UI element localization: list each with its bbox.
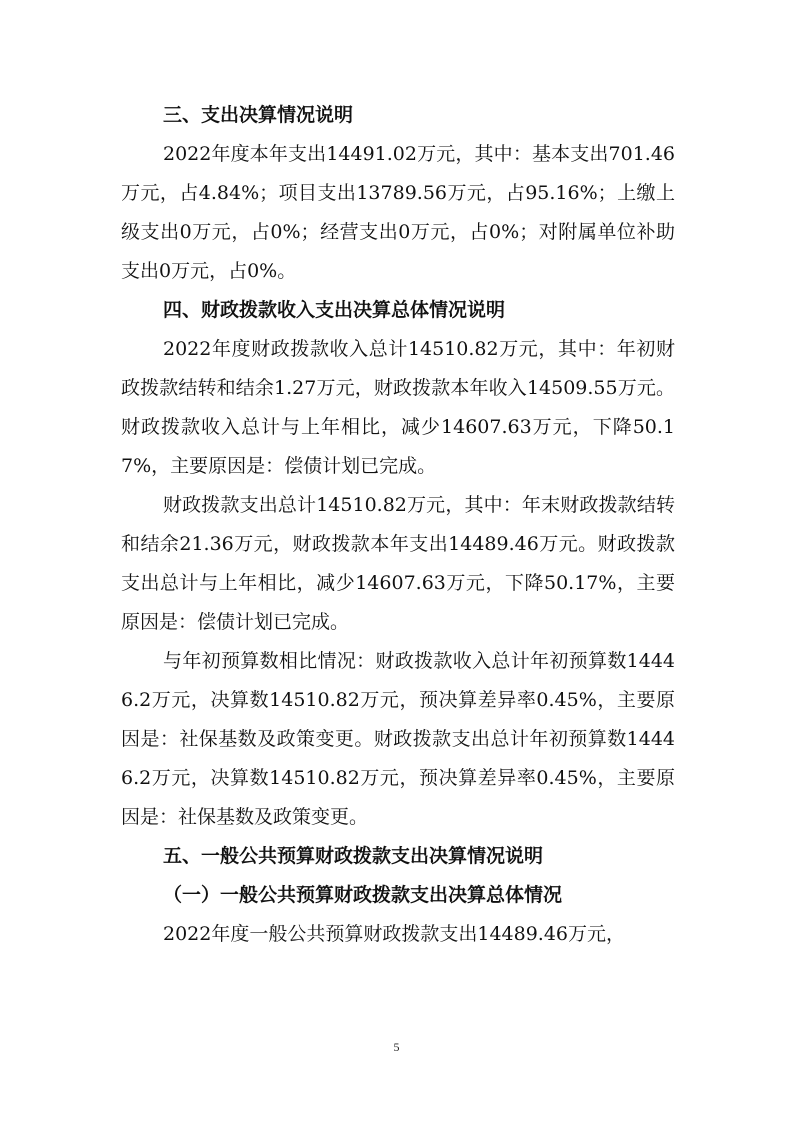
paragraph-budget-comparison: 与年初预算数相比情况：财政拨款收入总计年初预算数14446.2万元，决算数14510.82万元，预决算差异率0.45%，主要原因是：社保基数及政策变更。财政拨款支出总计年初预算数14446.2万元，决算数14510.82万元，预决算差异率0.45%，主要原因是：社保基数及政策变更。: [121, 650, 675, 828]
page-number: 5: [393, 1040, 400, 1054]
paragraph-expenditure-summary: 2022年度本年支出14491.02万元，其中：基本支出701.46万元，占4.84%；项目支出13789.56万元，占95.16%；上缴上级支出0万元，占0%；经营支出0万元，占0%；对附属单位补助支出0万元，占0%。: [121, 143, 675, 282]
heading-general-public-budget: 五、一般公共预算财政拨款支出决算情况说明: [163, 845, 544, 867]
paragraph-fiscal-income: 2022年度财政拨款收入总计14510.82万元，其中：年初财政拨款结转和结余1.27万元，财政拨款本年收入14509.55万元。财政拨款收入总计与上年相比，减少14607.63万元，下降50.17%，主要原因是：偿债计划已完成。: [121, 338, 675, 477]
subheading-general-budget-overall: （一）一般公共预算财政拨款支出决算总体情况: [163, 884, 563, 906]
page-content: [121, 96, 675, 954]
paragraph-general-budget-expenditure: 2022年度一般公共预算财政拨款支出14489.46万元，: [163, 923, 626, 945]
heading-fiscal-appropriation-overview: 四、财政拨款收入支出决算总体情况说明: [163, 299, 506, 321]
paragraph-fiscal-expenditure: 财政拨款支出总计14510.82万元，其中：年末财政拨款结转和结余21.36万元，财政拨款本年支出14489.46万元。财政拨款支出总计与上年相比，减少14607.63万元，下降50.17%，主要原因是：偿债计划已完成。: [121, 494, 675, 633]
heading-expenditure-final-accounts: 三、支出决算情况说明: [163, 104, 354, 126]
